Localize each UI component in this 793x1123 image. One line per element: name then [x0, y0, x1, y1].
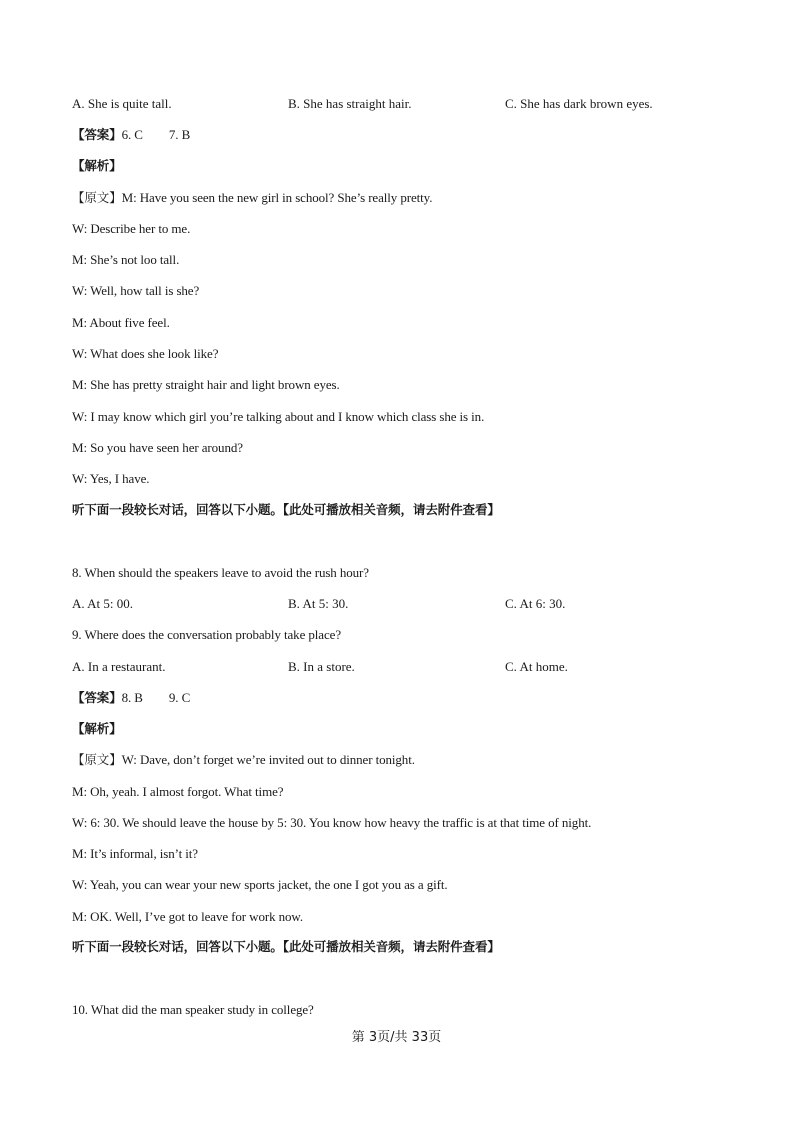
transcript-line: M: So you have seen her around? — [72, 440, 243, 455]
answer-7: 7. B — [168, 127, 191, 142]
transcript-line: W: Yes, I have. — [72, 471, 150, 486]
analysis-heading: 【解析】 — [72, 721, 122, 736]
question-8: 8. When should the speakers leave to avoid the rush hour? — [72, 565, 369, 580]
transcript-line: M: About five feel. — [72, 315, 170, 330]
q8-option-a: A. At 5: 00. — [72, 596, 134, 611]
transcript-line: W: Describe her to me. — [72, 221, 191, 236]
transcript-text: M: Have you seen the new girl in school? She’s really pretty. — [121, 190, 433, 205]
transcript-line: M: She has pretty straight hair and light brown eyes. — [72, 377, 340, 392]
question-9: 9. Where does the conversation probably take place? — [72, 627, 341, 642]
question-10: 10. What did the man speaker study in college? — [72, 1002, 314, 1017]
option-a: A. She is quite tall. — [72, 96, 172, 111]
transcript-tag: 【原文】 — [72, 190, 122, 205]
transcript-line: M: She’s not loo tall. — [72, 252, 180, 267]
transcript-line — [72, 190, 432, 206]
q8-option-b: B. At 5: 30. — [288, 596, 349, 611]
answer-line — [72, 690, 190, 706]
q9-option-a: A. In a restaurant. — [72, 659, 166, 674]
q9-option-c: C. At home. — [505, 659, 568, 674]
transcript-line: M: OK. Well, I’ve got to leave for work now. — [72, 909, 304, 924]
transcript-line: W: Yeah, you can wear your new sports jacket, the one I got you as a gift. — [72, 877, 448, 892]
answer-line — [72, 127, 190, 143]
analysis-heading: 【解析】 — [72, 158, 122, 173]
transcript-line: W: 6: 30. We should leave the house by 5: 30. You know how heavy the traffic is at that time of night. — [72, 815, 592, 830]
transcript-text: W: Dave, don’t forget we’re invited out to dinner tonight. — [121, 752, 415, 767]
answer-9: 9. C — [168, 690, 191, 705]
transcript-line: M: Oh, yeah. I almost forgot. What time? — [72, 784, 284, 799]
listening-instruction: 听下面一段较长对话，回答以下小题。【此处可播放相关音频，请去附件查看】 — [72, 502, 500, 517]
transcript-line: M: It’s informal, isn’t it? — [72, 846, 198, 861]
answer-tag: 【答案】 — [72, 127, 122, 142]
option-b: B. She has straight hair. — [288, 96, 412, 111]
answer-tag: 【答案】 — [72, 690, 122, 705]
q9-option-b: B. In a store. — [288, 659, 355, 674]
transcript-line: W: Well, how tall is she? — [72, 283, 200, 298]
transcript-tag: 【原文】 — [72, 752, 122, 767]
transcript-line — [72, 752, 415, 768]
answer-6: 6. C — [121, 127, 143, 142]
q8-option-c: C. At 6: 30. — [505, 596, 566, 611]
answer-8: 8. B — [121, 690, 143, 705]
page-number: 第 3页/共 33页 — [351, 1030, 442, 1045]
listening-instruction: 听下面一段较长对话，回答以下小题。【此处可播放相关音频，请去附件查看】 — [72, 939, 500, 954]
transcript-line: W: I may know which girl you’re talking about and I know which class she is in. — [72, 409, 485, 424]
transcript-line: W: What does she look like? — [72, 346, 219, 361]
option-c: C. She has dark brown eyes. — [505, 96, 653, 111]
